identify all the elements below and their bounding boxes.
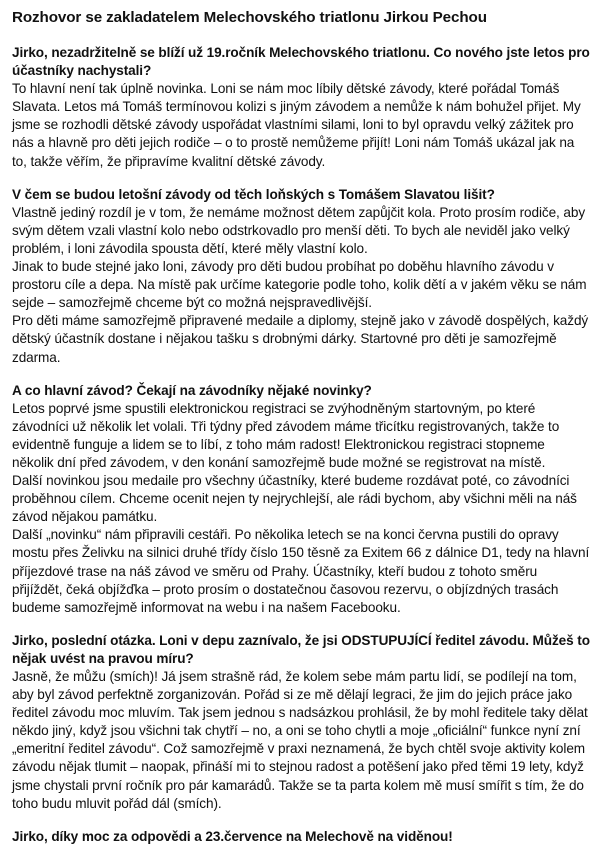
- interview-answer: To hlavní není tak úplně novinka. Loni se nám moc líbily dětské závody, které pořádal Tomáš Slavata. Letos má Tomáš termínovou kolizi s jiným závodem a nemůže k nám bohužel přijet. My jsme se rozhodli dětské závody uspořádat vlastními silami, loni to byl opravdu velký zážitek pro nás a hlavně pro děti jejich rodiče – o to prostě nemůžeme přijít! Loni nám Tomáš ukázal jak na to, takže věřím, že připravíme kvalitní dětské závody.: [12, 81, 581, 169]
- interview-answer: Jinak to bude stejné jako loni, závody pro děti budou probíhat po doběhu hlavního závodu v prostoru cíle a depa. Na místě pak určíme kategorie podle toho, kolik dětí a v jakém věku se nám sejde – samozřejmě chceme být co možná nejspravedlivější.: [12, 259, 587, 311]
- interview-question: Jirko, poslední otázka. Loni v depu zaznívalo, že jsi ODSTUPUJÍCÍ ředitel závodu. Můžeš to nějak uvést na pravou míru?: [12, 632, 590, 666]
- interview-question: A co hlavní závod? Čekají na závodníky nějaké novinky?: [12, 382, 372, 398]
- interview-answer: Další „novinku“ nám připravili cestáři. Po několika letech se na konci června pustili do opravy mostu přes Želivku na silnici druhé třídy číslo 150 těsně za Exitem 66 z dálnice D1, tedy na hlavní příjezdové trase na náš závod ve směru od Prahy. Účastníky, kteří budou z tohoto směru přijíždět, čeká objížďka – proto prosím o dostatečnou časovou rezervu, o objízdných trasách budeme samozřejmě informovat na webu i na našem Facebooku.: [12, 527, 590, 615]
- interview-answer: Vlastně jediný rozdíl je v tom, že nemáme možnost dětem zapůjčit kola. Proto prosím rodiče, aby svým dětem vzali vlastní kolo nebo odstrkovadlo pro menší děti. To bych ale neviděl jako velký problém, i loni závodila spousta dětí, které měly vlastní kolo.: [12, 204, 586, 256]
- interview-answer: Pro děti máme samozřejmě připravené medaile a diplomy, stejně jako v závodě dospělých, každý dětský účastník dostane i nějakou tašku s drobnými dárky. Startovné pro děti je samozřejmě zdarma.: [12, 313, 589, 365]
- interview-section-1: [12, 44, 590, 171]
- interview-question: V čem se budou letošní závody od těch loňských s Tomášem Slavatou lišit?: [12, 186, 495, 202]
- interview-section-4: [12, 632, 590, 813]
- interview-question: Jirko, nezadržitelně se blíží už 19.ročník Melechovského triatlonu. Co nového jste letos pro účastníky nachystali?: [12, 45, 590, 79]
- interview-answer: Letos poprvé jsme spustili elektronickou registraci se zvýhodněným startovným, po které závodníci už několik let volali. Tři týdny před závodem máme třicítku registrovaných, takže to evidentně funguje a lidem se to líbí, z toho mám radost! Elektronickou registraci stopneme několik dní před závodem, v den konání samozřejmě bude možné se registrovat na místě.: [12, 400, 560, 470]
- interview-section-2: [12, 186, 590, 367]
- interview-section-3: [12, 382, 590, 617]
- interview-answer: Jasně, že můžu (smích)! Já jsem strašně rád, že kolem sebe mám partu lidí, se podílejí na tom, aby byl závod perfektně zorganizován. Pořád si ze mě dělají legraci, že jim do jejich práce jako ředitel závodu moc mluvím. Tak jsem jednou s nadsázkou prohlásil, že by mohl ředitele taky dělat někdo jiný, když jsou všichni tak chytří – no, a oni se toho chytli a moje „oficiální“ funkce nyní zní „emeritní ředitel závodu“. Což samozřejmě v praxi neznamená, že bych chtěl svoje aktivity kolem závodu nějak tlumit – naopak, přináší mi to stejnou radost a potěšení jako před těmi 19 lety, když jsme chystali první ročník pro pár kamarádů. Takže se ta parta kolem mě musí smířit s tím, že do toho budu mluvit pořád dál (smích).: [12, 669, 588, 811]
- closing-line: Jirko, díky moc za odpovědi a 23.července na Melechově na viděnou!: [12, 828, 453, 844]
- article-title: Rozhovor se zakladatelem Melechovského triatlonu Jirkou Pechou: [12, 9, 487, 26]
- interview-answer: Další novinkou jsou medaile pro všechny účastníky, které budeme rozdávat poté, co závodníci proběhnou cílem. Chceme ocenit nejen ty nejrychlejší, ale rádi bychom, aby všichni měli na náš závod nějakou památku.: [12, 473, 577, 525]
